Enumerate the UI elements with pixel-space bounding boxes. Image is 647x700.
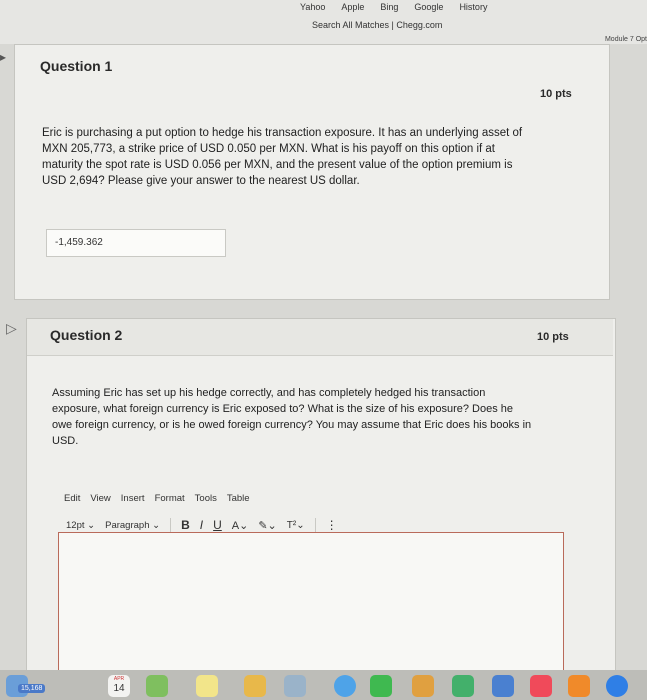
superscript-icon[interactable]: T²⌄ [286,519,305,531]
facetime-icon[interactable] [370,675,392,697]
app-store-icon[interactable] [606,675,628,697]
bold-button[interactable]: B [181,518,190,532]
bookmark-history[interactable]: History [459,2,488,12]
menu-format[interactable]: Format [154,493,185,504]
paragraph-value: Paragraph [105,519,150,531]
font-size-select[interactable] [66,520,95,531]
music-icon[interactable] [530,675,552,697]
calendar-month: APR [113,676,125,682]
question-2-line: Assuming Eric has set up his hedge correctly, and has completely hedged his transaction [52,387,486,399]
question-2-text [52,385,582,449]
bookmark-google[interactable]: Google [414,2,444,12]
question-2-line: exposure, what foreign currency is Eric exposed to? What is the size of his exposure? Does he [52,403,514,415]
messages-icon[interactable] [334,675,356,697]
pages-icon[interactable] [412,675,434,697]
notes-icon[interactable] [196,675,218,697]
photos-icon[interactable] [244,675,266,697]
chevron-down-icon: ⌄ [152,519,161,531]
keynote-icon[interactable] [492,675,514,697]
browser-tab-title[interactable]: Search All Matches | Chegg.com [312,20,443,30]
question-1-title: Question 1 [40,58,113,74]
books-icon[interactable] [568,675,590,697]
question-1-line: MXN 205,773, a strike price of USD 0.050 per MXN. What is his payoff on this option if at [42,143,495,155]
question-1-points: 10 pts [540,88,572,100]
more-options-icon[interactable]: ⋮ [325,518,338,532]
browser-toolbar [0,0,647,44]
question-1-text [42,125,582,189]
question-2-line: USD. [52,435,79,447]
chevron-down-icon: ⌄ [87,519,96,531]
preview-icon[interactable] [284,675,306,697]
question-flag-icon[interactable]: ▸ [0,50,7,64]
toolbar-divider [170,518,171,532]
font-size-value: 12pt [66,519,85,531]
question-1-line: Eric is purchasing a put option to hedge his transaction exposure. It has an underlying asset of [42,127,523,139]
editor-toolbar [66,518,338,532]
question-1-line: USD 2,694? Please give your answer to the nearest US dollar. [42,175,360,187]
question-1-line: maturity the spot rate is USD 0.056 per MXN, and the present value of the option premium is [42,159,513,171]
question-1-answer-input[interactable]: -1,459.362 [46,229,226,257]
app-icon[interactable] [146,675,168,697]
dock-badge-count: 15,168 [18,684,45,693]
calendar-day: 14 [113,683,125,694]
question-2-points: 10 pts [537,331,569,343]
calendar-icon[interactable] [108,675,130,697]
bookmark-yahoo[interactable]: Yahoo [300,2,326,12]
highlight-color-icon[interactable]: ✎⌄ [258,519,277,532]
question-2-title: Question 2 [50,327,123,343]
bookmark-bing[interactable]: Bing [380,2,399,12]
menu-view[interactable]: View [90,493,111,504]
editor-menu-bar [64,493,250,504]
menu-edit[interactable]: Edit [64,493,81,504]
bookmark-apple[interactable]: Apple [341,2,365,12]
numbers-icon[interactable] [452,675,474,697]
module-tab[interactable]: Module 7 Opt [604,36,647,43]
menu-insert[interactable]: Insert [120,493,145,504]
menu-tools[interactable]: Tools [194,493,217,504]
toolbar-divider [315,518,316,532]
bookmarks-bar [300,2,487,12]
answer-editor[interactable] [58,532,564,672]
underline-button[interactable]: U [213,518,222,532]
text-color-icon[interactable]: A⌄ [231,519,249,532]
italic-button[interactable]: I [199,518,204,532]
question-pointer-icon: ▷ [6,320,17,336]
question-2-line: owe foreign currency, or is he owed foreign currency? You may assume that Eric does his books in [52,419,532,431]
menu-table[interactable]: Table [226,493,250,504]
paragraph-select[interactable] [105,520,160,531]
